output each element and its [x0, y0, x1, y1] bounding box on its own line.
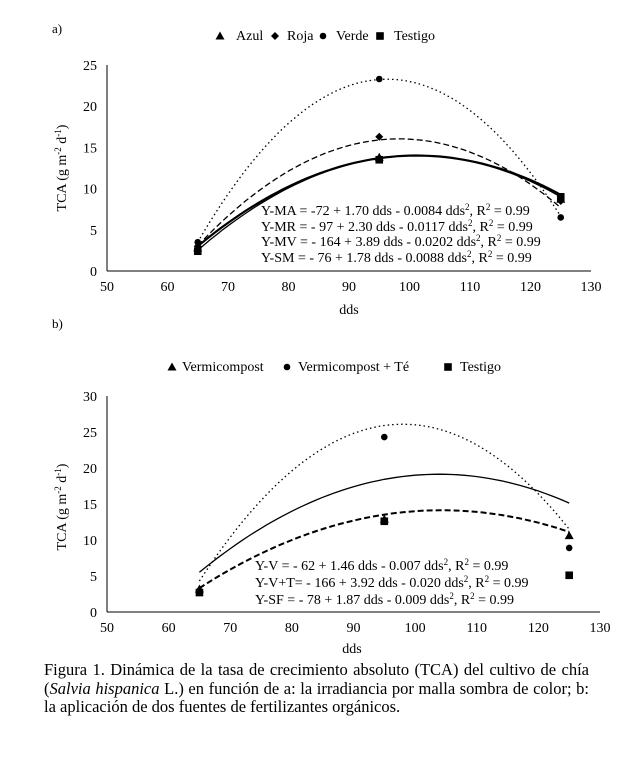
panel-b-y-tick-label: 0 [90, 606, 97, 621]
panel-b-x-tick-label: 120 [527, 621, 549, 636]
panel-a-y-tick-label: 5 [90, 223, 97, 239]
panel-a-point-verde [194, 239, 201, 246]
panel-b-point-testigo [196, 589, 204, 597]
panel-b-x-axis-title: dds [342, 642, 362, 657]
panel-a-legend-label-testigo: Testigo [394, 29, 436, 44]
panel-b-equation: Y-V = - 62 + 1.46 dds - 0.007 dds$^2$, $R^2 = 0.99$ [255, 557, 509, 574]
panel-b-x-tick-label: 60 [161, 621, 176, 636]
panel-a-equation: Y-MA = -72 + 1.70 dds - 0.0084 dds$^2$, $R^2 = 0.99$ [261, 202, 530, 219]
panel-b-y-tick-label: 20 [83, 462, 97, 477]
panel-b-legend-marker-vermicompost [168, 363, 177, 371]
panel-a-x-tick-label: 60 [160, 280, 175, 295]
panel-b-point-vermicompost-t- [381, 434, 388, 441]
panel-b-equation: Y-V+T= - 166 + 3.92 dds - 0.020 dds$^2$, $R^2 = 0.99$ [255, 574, 529, 591]
panel-b-y-tick-label: 30 [83, 390, 97, 405]
panel-a-legend-label-verde: Verde [336, 29, 369, 44]
caption-text-part2: L.) en función de a: la irradiancia por malla sombra de color; b: la aplicación de dos fuentes de fertilizantes orgánicos. [44, 678, 590, 717]
panel-b-y-axis-title: TCA (g $m^{-2}$ $d^{-1}$) [53, 463, 70, 551]
panel-b-x-tick-label: 90 [346, 621, 361, 636]
panel-a-y-tick-label: 10 [83, 182, 97, 198]
panel-a-equation: Y-SM = - 76 + 1.78 dds - 0.0088 dds$^2$, $R^2 = 0.99$ [261, 249, 532, 266]
panel-a-x-tick-label: 110 [459, 280, 481, 295]
panel-a-y-tick-label: 25 [83, 59, 97, 74]
panel-b-legend-label-vermicompost-t-: Vermicompost + Té [298, 360, 410, 375]
panel-b-y-tick-label: 10 [83, 534, 97, 549]
panel-b-y-tick-label: 15 [83, 498, 97, 513]
figure-caption [44, 661, 589, 717]
panel-b-y-tick-label: 5 [90, 570, 97, 585]
panel-a-point-testigo [557, 193, 565, 201]
panel-a-y-tick-label: 20 [83, 100, 97, 116]
panel-a-x-tick-label: 100 [399, 280, 420, 295]
panel-b-x-tick-label: 100 [404, 621, 426, 636]
panel-a-point-testigo [194, 247, 202, 255]
panel-b-equation: Y-SF = - 78 + 1.87 dds - 0.009 dds$^2$, $R^2 = 0.99$ [255, 591, 515, 608]
panel-b-y-tick-label: 25 [83, 426, 97, 441]
panel-a-equation: Y-MR = - 97 + 2.30 dds - 0.0117 dds$^2$, $R^2 = 0.99$ [261, 218, 533, 235]
panel-a-legend-marker-verde [320, 33, 327, 40]
panel-b-x-tick-label: 80 [284, 621, 299, 636]
panel-b-label: b) [52, 316, 63, 331]
panel-b-legend-label-testigo: Testigo [460, 360, 502, 375]
panel-a-x-tick-label: 80 [281, 280, 296, 295]
panel-a-legend-marker-testigo [376, 32, 384, 40]
panel-a-x-tick-label: 50 [100, 280, 114, 295]
panel-a-point-testigo [375, 156, 383, 164]
panel-b-x-tick-label: 70 [223, 621, 238, 636]
panel-a-point-verde [557, 214, 564, 221]
panel-b-legend-label-vermicompost: Vermicompost [182, 360, 264, 375]
panel-a-legend-marker-roja [271, 32, 279, 40]
panel-a-x-tick-label: 130 [580, 280, 602, 295]
panel-b-point-vermicompost-t- [566, 545, 573, 552]
panel-a-legend-label-roja: Roja [287, 29, 314, 44]
panel-a-point-verde [376, 76, 383, 83]
panel-b-point-vermicompost [565, 531, 574, 539]
panel-b-legend-marker-vermicompost-t- [284, 364, 291, 371]
panel-a-x-axis-title: dds [339, 303, 359, 318]
panel-b-x-tick-label: 110 [466, 621, 487, 636]
panel-b-x-tick-label: 130 [589, 621, 611, 636]
panel-a-y-tick-label: 0 [90, 265, 97, 280]
panel-a-x-tick-label: 120 [520, 280, 541, 295]
panel-a-equation: Y-MV = - 164 + 3.89 dds - 0.0202 dds$^2$, $R^2 = 0.99$ [261, 233, 541, 250]
panel-b-point-testigo [381, 517, 389, 525]
caption-species: Salvia hispanica [49, 678, 160, 698]
panel-b-legend-marker-testigo [444, 363, 452, 371]
panel-a-x-tick-label: 70 [221, 280, 235, 295]
panel-a-label: a) [52, 21, 63, 36]
panel-b-point-testigo [565, 571, 573, 579]
panel-a-legend-marker-azul [216, 32, 225, 40]
panel-a-x-tick-label: 90 [342, 280, 356, 295]
panel-b-x-tick-label: 50 [100, 621, 114, 636]
panel-a-legend-label-azul: Azul [236, 29, 264, 44]
panel-a-y-axis-title: TCA (g $m^{-2}$ $d^{-1}$) [53, 124, 70, 212]
panel-a-y-tick-label: 15 [83, 141, 97, 157]
caption-text-part1: Figura 1. Dinámica de la tasa de crecimiento absoluto (TCA) del cultivo de chía ( [44, 660, 589, 698]
